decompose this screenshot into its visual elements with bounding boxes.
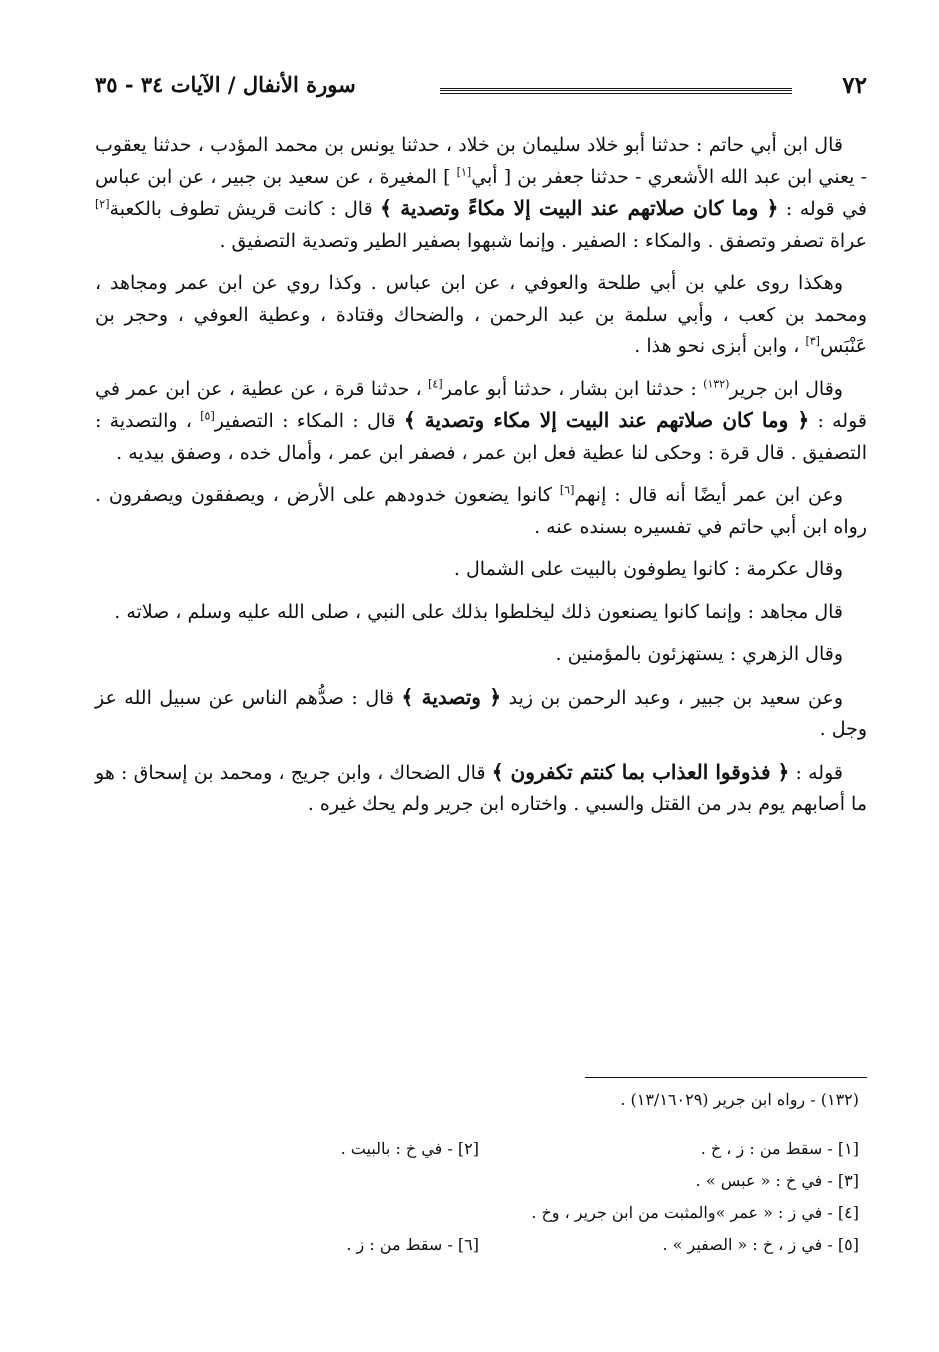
footnote-4: [٤] - في ز : « عمر »والمثبت من ابن جرير ، وخ . — [531, 1203, 859, 1222]
paragraph-5: وقال عكرمة : كانوا يطوفون بالبيت على الشمال . — [453, 558, 843, 580]
paragraph-text: قال الضحاك ، وابن جريج ، ومحمد بن إسحاق : هو ما أصابهم يوم بدر من القتل والسبي . واختاره ابن جرير ولم يحك غيره . — [95, 761, 867, 815]
footnote-marker-5: [٥] — [200, 409, 215, 423]
paragraph-text: ، وابن أبزى نحو هذا . — [634, 335, 806, 357]
paragraph-text: وعن سعيد بن جبير ، وعبد الرحمن بن زيد — [501, 686, 844, 709]
footnote-6: [٦] - سقط من : ز . — [346, 1235, 479, 1254]
paragraph-text: وقال ابن جرير — [729, 377, 843, 400]
paragraph-9 — [95, 757, 867, 821]
paragraph-1 — [95, 130, 867, 257]
paragraph-text: قال : المكاء : التصفير — [214, 410, 404, 432]
page-number: ٧٢ — [842, 72, 867, 99]
paragraph-6: قال مجاهد : وإنما كانوا يصنعون ذلك ليخلطوا بذلك على النبي ، صلى الله عليه وسلم ، صلاته . — [114, 600, 843, 623]
paragraph-text: وهكذا روى علي بن أبي طلحة والعوفي ، عن ابن عباس . وكذا روي عن ابن عمر ومجاهد ، ومحمد بن كعب ، وأبي سلمة بن عبد الرحمن ، والضحاك وقتادة ، وعطية العوفي ، وحجر بن عَنْبَس — [95, 272, 867, 357]
footnote-marker-2: [٢] — [95, 197, 110, 211]
paragraph-4 — [95, 480, 867, 543]
footnote-row — [95, 1171, 867, 1195]
paragraph-text: : حدثنا ابن بشار ، حدثنا أبو عامر — [442, 377, 704, 400]
paragraph-text: ] المغيرة ، عن سعيد بن جبير ، عن ابن عباس في قوله : — [95, 165, 867, 220]
footnote-marker-132: (١٣٢) — [703, 377, 730, 391]
footnote-1: [١] - سقط من : ز ، خ . — [700, 1139, 859, 1158]
quran-quote: ﴿ وما كان صلاتهم عند البيت إلا مكاء وتصدية ﴾ — [403, 408, 810, 432]
footnote-row — [95, 1139, 867, 1163]
footnote-marker-3: [٣] — [805, 334, 820, 348]
footnotes — [95, 1090, 867, 1267]
header-rule — [440, 88, 792, 94]
paragraph-text: قال ابن أبي حاتم : حدثنا أبو خلاد سليمان بن خلاد ، حدثنا يونس بن محمد المؤدب ، حدثنا يعقوب - يعني ابن عبد الله الأشعري - حدثنا جعفر بن [ أبي — [95, 134, 867, 188]
footnote-2: [٢] - في خ : بالبيت . — [340, 1139, 479, 1158]
footnote-marker-1: [١] — [456, 165, 472, 179]
paragraph-text: قال : كانت قريش تطوف بالكعبة — [109, 198, 381, 220]
running-title: سورة الأنفال / الآيات ٣٤ - ٣٥ — [95, 72, 356, 97]
paragraph-text: ، حدثنا قرة ، عن عطية ، عن ابن عمر في قوله : — [95, 377, 867, 432]
quran-quote: ﴿ فذوقوا العذاب بما كنتم تكفرون ﴾ — [491, 759, 790, 784]
paragraph-7: وقال الزهري : يستهزئون بالمؤمنين . — [555, 643, 843, 665]
document-page — [95, 60, 867, 1320]
body-text — [95, 130, 867, 832]
footnote-marker-6: [٦] — [559, 483, 575, 497]
paragraph-text: وعن ابن عمر أيضًا أنه قال : إنهم — [574, 484, 843, 506]
paragraph-2 — [95, 268, 867, 363]
paragraph-text: قوله : — [789, 761, 843, 784]
footnote-main: (١٣٢) - رواه ابن جرير (١٣/١٦٠٢٩) . — [620, 1090, 859, 1109]
page-header — [95, 72, 867, 112]
paragraph-text: عراة تصفر وتصفق . والمكاء : الصفير . وإنما شبهوا بصفير الطير وتصدية التصفيق . — [219, 229, 867, 252]
quran-quote: ﴿ وتصدية ﴾ — [401, 684, 502, 709]
paragraph-8 — [95, 682, 867, 746]
paragraph-text: قال : صدُّهم الناس عن سبيل الله عز وجل . — [95, 686, 867, 740]
footnote-separator — [585, 1077, 867, 1078]
footnote-row — [95, 1203, 867, 1227]
paragraph-text: كانوا يضعون خدودهم على الأرض ، ويصفقون ويصفرون . رواه ابن أبي حاتم في تفسيره بسنده عنه . — [95, 484, 867, 538]
footnote-row — [95, 1235, 867, 1259]
paragraph-text: ، والتصدية : التصفيق . قال قرة : وحكى لنا عطية فعل ابن عمر ، فصفر ابن عمر ، وأمال خده ، وصفق بيديه . — [95, 410, 867, 464]
paragraph-3 — [95, 374, 867, 470]
footnote-3: [٣] - في خ : « عبس » . — [695, 1171, 859, 1190]
footnote-marker-4: [٤] — [428, 377, 443, 391]
footnote-5: [٥] - في ز ، خ : « الصفير » . — [662, 1235, 859, 1254]
quran-quote: ﴿ وما كان صلاتهم عند البيت إلا مكاءً وتصدية ﴾ — [380, 196, 779, 220]
